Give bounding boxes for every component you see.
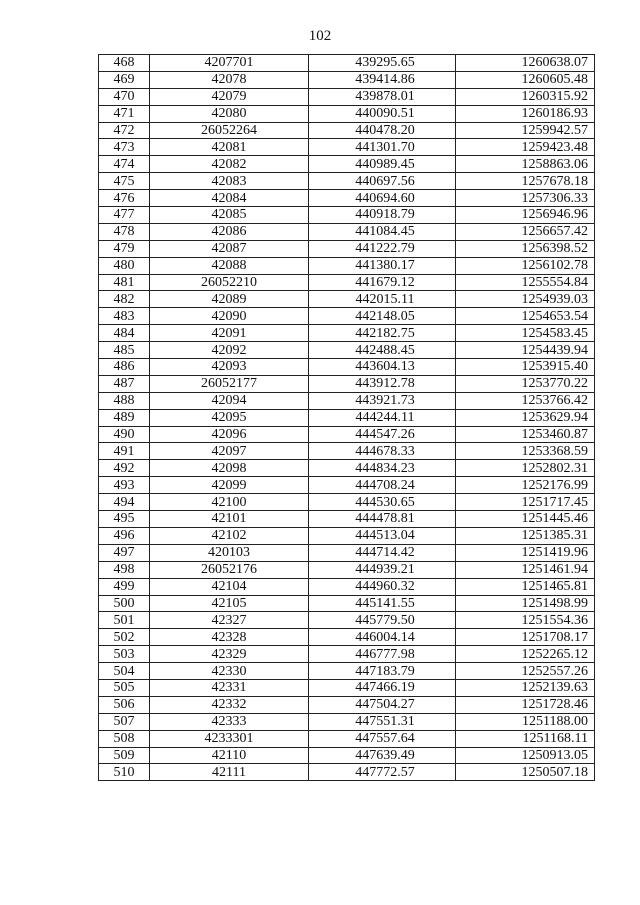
row-number-cell: 489 [99, 409, 150, 426]
row-number-cell: 503 [99, 646, 150, 663]
point-id-cell: 42098 [150, 460, 309, 477]
y-coordinate-cell: 1251445.46 [456, 511, 595, 528]
row-number-cell: 493 [99, 477, 150, 494]
x-coordinate-cell: 440918.79 [309, 207, 456, 224]
y-coordinate-cell: 1260315.92 [456, 88, 595, 105]
row-number-cell: 507 [99, 713, 150, 730]
x-coordinate-cell: 447557.64 [309, 730, 456, 747]
x-coordinate-cell: 444714.42 [309, 544, 456, 561]
table-row [99, 122, 595, 139]
point-id-cell: 42328 [150, 629, 309, 646]
y-coordinate-cell: 1254583.45 [456, 325, 595, 342]
point-id-cell: 42110 [150, 747, 309, 764]
y-coordinate-cell: 1252265.12 [456, 646, 595, 663]
y-coordinate-cell: 1250507.18 [456, 764, 595, 781]
y-coordinate-cell: 1257678.18 [456, 173, 595, 190]
point-id-cell: 42111 [150, 764, 309, 781]
x-coordinate-cell: 444547.26 [309, 426, 456, 443]
row-number-cell: 509 [99, 747, 150, 764]
y-coordinate-cell: 1259942.57 [456, 122, 595, 139]
row-number-cell: 484 [99, 325, 150, 342]
y-coordinate-cell: 1252176.99 [456, 477, 595, 494]
y-coordinate-cell: 1260605.48 [456, 71, 595, 88]
point-id-cell: 42090 [150, 308, 309, 325]
point-id-cell: 42097 [150, 443, 309, 460]
row-number-cell: 502 [99, 629, 150, 646]
row-number-cell: 473 [99, 139, 150, 156]
table-row [99, 460, 595, 477]
y-coordinate-cell: 1251498.99 [456, 595, 595, 612]
x-coordinate-cell: 447551.31 [309, 713, 456, 730]
table-row [99, 747, 595, 764]
row-number-cell: 494 [99, 494, 150, 511]
y-coordinate-cell: 1260186.93 [456, 105, 595, 122]
table-row [99, 663, 595, 680]
x-coordinate-cell: 439878.01 [309, 88, 456, 105]
x-coordinate-cell: 444939.21 [309, 561, 456, 578]
x-coordinate-cell: 443921.73 [309, 392, 456, 409]
y-coordinate-cell: 1250913.05 [456, 747, 595, 764]
point-id-cell: 42079 [150, 88, 309, 105]
point-id-cell: 26052176 [150, 561, 309, 578]
x-coordinate-cell: 444478.81 [309, 511, 456, 528]
table-row [99, 730, 595, 747]
row-number-cell: 485 [99, 342, 150, 359]
row-number-cell: 474 [99, 156, 150, 173]
page-number: 102 [308, 28, 332, 44]
x-coordinate-cell: 444678.33 [309, 443, 456, 460]
table-row [99, 612, 595, 629]
coordinates-table [98, 54, 595, 781]
table-row [99, 409, 595, 426]
row-number-cell: 480 [99, 257, 150, 274]
row-number-cell: 510 [99, 764, 150, 781]
row-number-cell: 498 [99, 561, 150, 578]
y-coordinate-cell: 1251419.96 [456, 544, 595, 561]
x-coordinate-cell: 440989.45 [309, 156, 456, 173]
row-number-cell: 476 [99, 190, 150, 207]
table-row [99, 139, 595, 156]
point-id-cell: 42082 [150, 156, 309, 173]
table-row [99, 764, 595, 781]
point-id-cell: 42084 [150, 190, 309, 207]
point-id-cell: 42083 [150, 173, 309, 190]
row-number-cell: 505 [99, 679, 150, 696]
y-coordinate-cell: 1253460.87 [456, 426, 595, 443]
x-coordinate-cell: 447772.57 [309, 764, 456, 781]
y-coordinate-cell: 1258863.06 [456, 156, 595, 173]
table-row [99, 173, 595, 190]
row-number-cell: 500 [99, 595, 150, 612]
y-coordinate-cell: 1251728.46 [456, 696, 595, 713]
y-coordinate-cell: 1260638.07 [456, 55, 595, 72]
x-coordinate-cell: 447639.49 [309, 747, 456, 764]
x-coordinate-cell: 444834.23 [309, 460, 456, 477]
point-id-cell: 42095 [150, 409, 309, 426]
point-id-cell: 26052177 [150, 375, 309, 392]
point-id-cell: 42080 [150, 105, 309, 122]
x-coordinate-cell: 444708.24 [309, 477, 456, 494]
table-row [99, 207, 595, 224]
y-coordinate-cell: 1253766.42 [456, 392, 595, 409]
point-id-cell: 42327 [150, 612, 309, 629]
y-coordinate-cell: 1253368.59 [456, 443, 595, 460]
row-number-cell: 475 [99, 173, 150, 190]
point-id-cell: 42102 [150, 527, 309, 544]
x-coordinate-cell: 447504.27 [309, 696, 456, 713]
x-coordinate-cell: 442148.05 [309, 308, 456, 325]
row-number-cell: 468 [99, 55, 150, 72]
y-coordinate-cell: 1256102.78 [456, 257, 595, 274]
row-number-cell: 472 [99, 122, 150, 139]
x-coordinate-cell: 445141.55 [309, 595, 456, 612]
table-row [99, 527, 595, 544]
y-coordinate-cell: 1251168.11 [456, 730, 595, 747]
table-row [99, 88, 595, 105]
x-coordinate-cell: 441380.17 [309, 257, 456, 274]
y-coordinate-cell: 1251554.36 [456, 612, 595, 629]
table-row [99, 511, 595, 528]
y-coordinate-cell: 1251717.45 [456, 494, 595, 511]
row-number-cell: 469 [99, 71, 150, 88]
row-number-cell: 479 [99, 240, 150, 257]
table-row [99, 71, 595, 88]
row-number-cell: 487 [99, 375, 150, 392]
point-id-cell: 42329 [150, 646, 309, 663]
x-coordinate-cell: 444530.65 [309, 494, 456, 511]
point-id-cell: 42092 [150, 342, 309, 359]
point-id-cell: 42081 [150, 139, 309, 156]
table-row [99, 156, 595, 173]
row-number-cell: 471 [99, 105, 150, 122]
y-coordinate-cell: 1255554.84 [456, 274, 595, 291]
table-row [99, 223, 595, 240]
x-coordinate-cell: 441679.12 [309, 274, 456, 291]
point-id-cell: 42099 [150, 477, 309, 494]
point-id-cell: 42085 [150, 207, 309, 224]
point-id-cell: 42078 [150, 71, 309, 88]
table-body [99, 55, 595, 781]
table-row [99, 696, 595, 713]
table-row [99, 646, 595, 663]
x-coordinate-cell: 440697.56 [309, 173, 456, 190]
row-number-cell: 506 [99, 696, 150, 713]
table-row [99, 443, 595, 460]
row-number-cell: 491 [99, 443, 150, 460]
x-coordinate-cell: 441222.79 [309, 240, 456, 257]
point-id-cell: 4233301 [150, 730, 309, 747]
point-id-cell: 42104 [150, 578, 309, 595]
point-id-cell: 26052210 [150, 274, 309, 291]
row-number-cell: 481 [99, 274, 150, 291]
y-coordinate-cell: 1256946.96 [456, 207, 595, 224]
point-id-cell: 42330 [150, 663, 309, 680]
x-coordinate-cell: 439295.65 [309, 55, 456, 72]
y-coordinate-cell: 1253915.40 [456, 359, 595, 376]
x-coordinate-cell: 445779.50 [309, 612, 456, 629]
y-coordinate-cell: 1253629.94 [456, 409, 595, 426]
point-id-cell: 42088 [150, 257, 309, 274]
point-id-cell: 42331 [150, 679, 309, 696]
table-row [99, 679, 595, 696]
table-row [99, 578, 595, 595]
table-row [99, 105, 595, 122]
row-number-cell: 501 [99, 612, 150, 629]
y-coordinate-cell: 1253770.22 [456, 375, 595, 392]
point-id-cell: 42086 [150, 223, 309, 240]
table-row [99, 595, 595, 612]
row-number-cell: 470 [99, 88, 150, 105]
y-coordinate-cell: 1251461.94 [456, 561, 595, 578]
x-coordinate-cell: 440478.20 [309, 122, 456, 139]
x-coordinate-cell: 441084.45 [309, 223, 456, 240]
y-coordinate-cell: 1252557.26 [456, 663, 595, 680]
x-coordinate-cell: 439414.86 [309, 71, 456, 88]
table-row [99, 426, 595, 443]
table-row [99, 240, 595, 257]
table-row [99, 477, 595, 494]
row-number-cell: 504 [99, 663, 150, 680]
x-coordinate-cell: 442182.75 [309, 325, 456, 342]
y-coordinate-cell: 1259423.48 [456, 139, 595, 156]
row-number-cell: 488 [99, 392, 150, 409]
point-id-cell: 42101 [150, 511, 309, 528]
x-coordinate-cell: 446777.98 [309, 646, 456, 663]
row-number-cell: 492 [99, 460, 150, 477]
y-coordinate-cell: 1257306.33 [456, 190, 595, 207]
x-coordinate-cell: 443604.13 [309, 359, 456, 376]
table-row [99, 494, 595, 511]
row-number-cell: 486 [99, 359, 150, 376]
x-coordinate-cell: 444513.04 [309, 527, 456, 544]
table-row [99, 544, 595, 561]
row-number-cell: 508 [99, 730, 150, 747]
table-row [99, 342, 595, 359]
table-row [99, 392, 595, 409]
row-number-cell: 477 [99, 207, 150, 224]
x-coordinate-cell: 446004.14 [309, 629, 456, 646]
table-row [99, 359, 595, 376]
x-coordinate-cell: 444960.32 [309, 578, 456, 595]
table-row [99, 629, 595, 646]
table-row [99, 325, 595, 342]
table-row [99, 291, 595, 308]
point-id-cell: 42333 [150, 713, 309, 730]
y-coordinate-cell: 1251188.00 [456, 713, 595, 730]
x-coordinate-cell: 442015.11 [309, 291, 456, 308]
table-row [99, 274, 595, 291]
point-id-cell: 42096 [150, 426, 309, 443]
y-coordinate-cell: 1254439.94 [456, 342, 595, 359]
table-row [99, 713, 595, 730]
table-row [99, 561, 595, 578]
x-coordinate-cell: 442488.45 [309, 342, 456, 359]
x-coordinate-cell: 447466.19 [309, 679, 456, 696]
x-coordinate-cell: 441301.70 [309, 139, 456, 156]
y-coordinate-cell: 1251708.17 [456, 629, 595, 646]
table-row [99, 190, 595, 207]
row-number-cell: 497 [99, 544, 150, 561]
y-coordinate-cell: 1256398.52 [456, 240, 595, 257]
table-row [99, 375, 595, 392]
x-coordinate-cell: 447183.79 [309, 663, 456, 680]
point-id-cell: 42105 [150, 595, 309, 612]
table-row [99, 308, 595, 325]
y-coordinate-cell: 1254939.03 [456, 291, 595, 308]
point-id-cell: 42089 [150, 291, 309, 308]
y-coordinate-cell: 1251465.81 [456, 578, 595, 595]
table-row [99, 257, 595, 274]
point-id-cell: 42091 [150, 325, 309, 342]
row-number-cell: 478 [99, 223, 150, 240]
x-coordinate-cell: 440694.60 [309, 190, 456, 207]
x-coordinate-cell: 440090.51 [309, 105, 456, 122]
point-id-cell: 42094 [150, 392, 309, 409]
y-coordinate-cell: 1256657.42 [456, 223, 595, 240]
row-number-cell: 499 [99, 578, 150, 595]
row-number-cell: 495 [99, 511, 150, 528]
row-number-cell: 490 [99, 426, 150, 443]
y-coordinate-cell: 1254653.54 [456, 308, 595, 325]
point-id-cell: 4207701 [150, 55, 309, 72]
row-number-cell: 483 [99, 308, 150, 325]
row-number-cell: 496 [99, 527, 150, 544]
point-id-cell: 420103 [150, 544, 309, 561]
y-coordinate-cell: 1251385.31 [456, 527, 595, 544]
y-coordinate-cell: 1252139.63 [456, 679, 595, 696]
point-id-cell: 42087 [150, 240, 309, 257]
table-row [99, 55, 595, 72]
x-coordinate-cell: 444244.11 [309, 409, 456, 426]
x-coordinate-cell: 443912.78 [309, 375, 456, 392]
point-id-cell: 42100 [150, 494, 309, 511]
point-id-cell: 26052264 [150, 122, 309, 139]
point-id-cell: 42332 [150, 696, 309, 713]
row-number-cell: 482 [99, 291, 150, 308]
point-id-cell: 42093 [150, 359, 309, 376]
y-coordinate-cell: 1252802.31 [456, 460, 595, 477]
